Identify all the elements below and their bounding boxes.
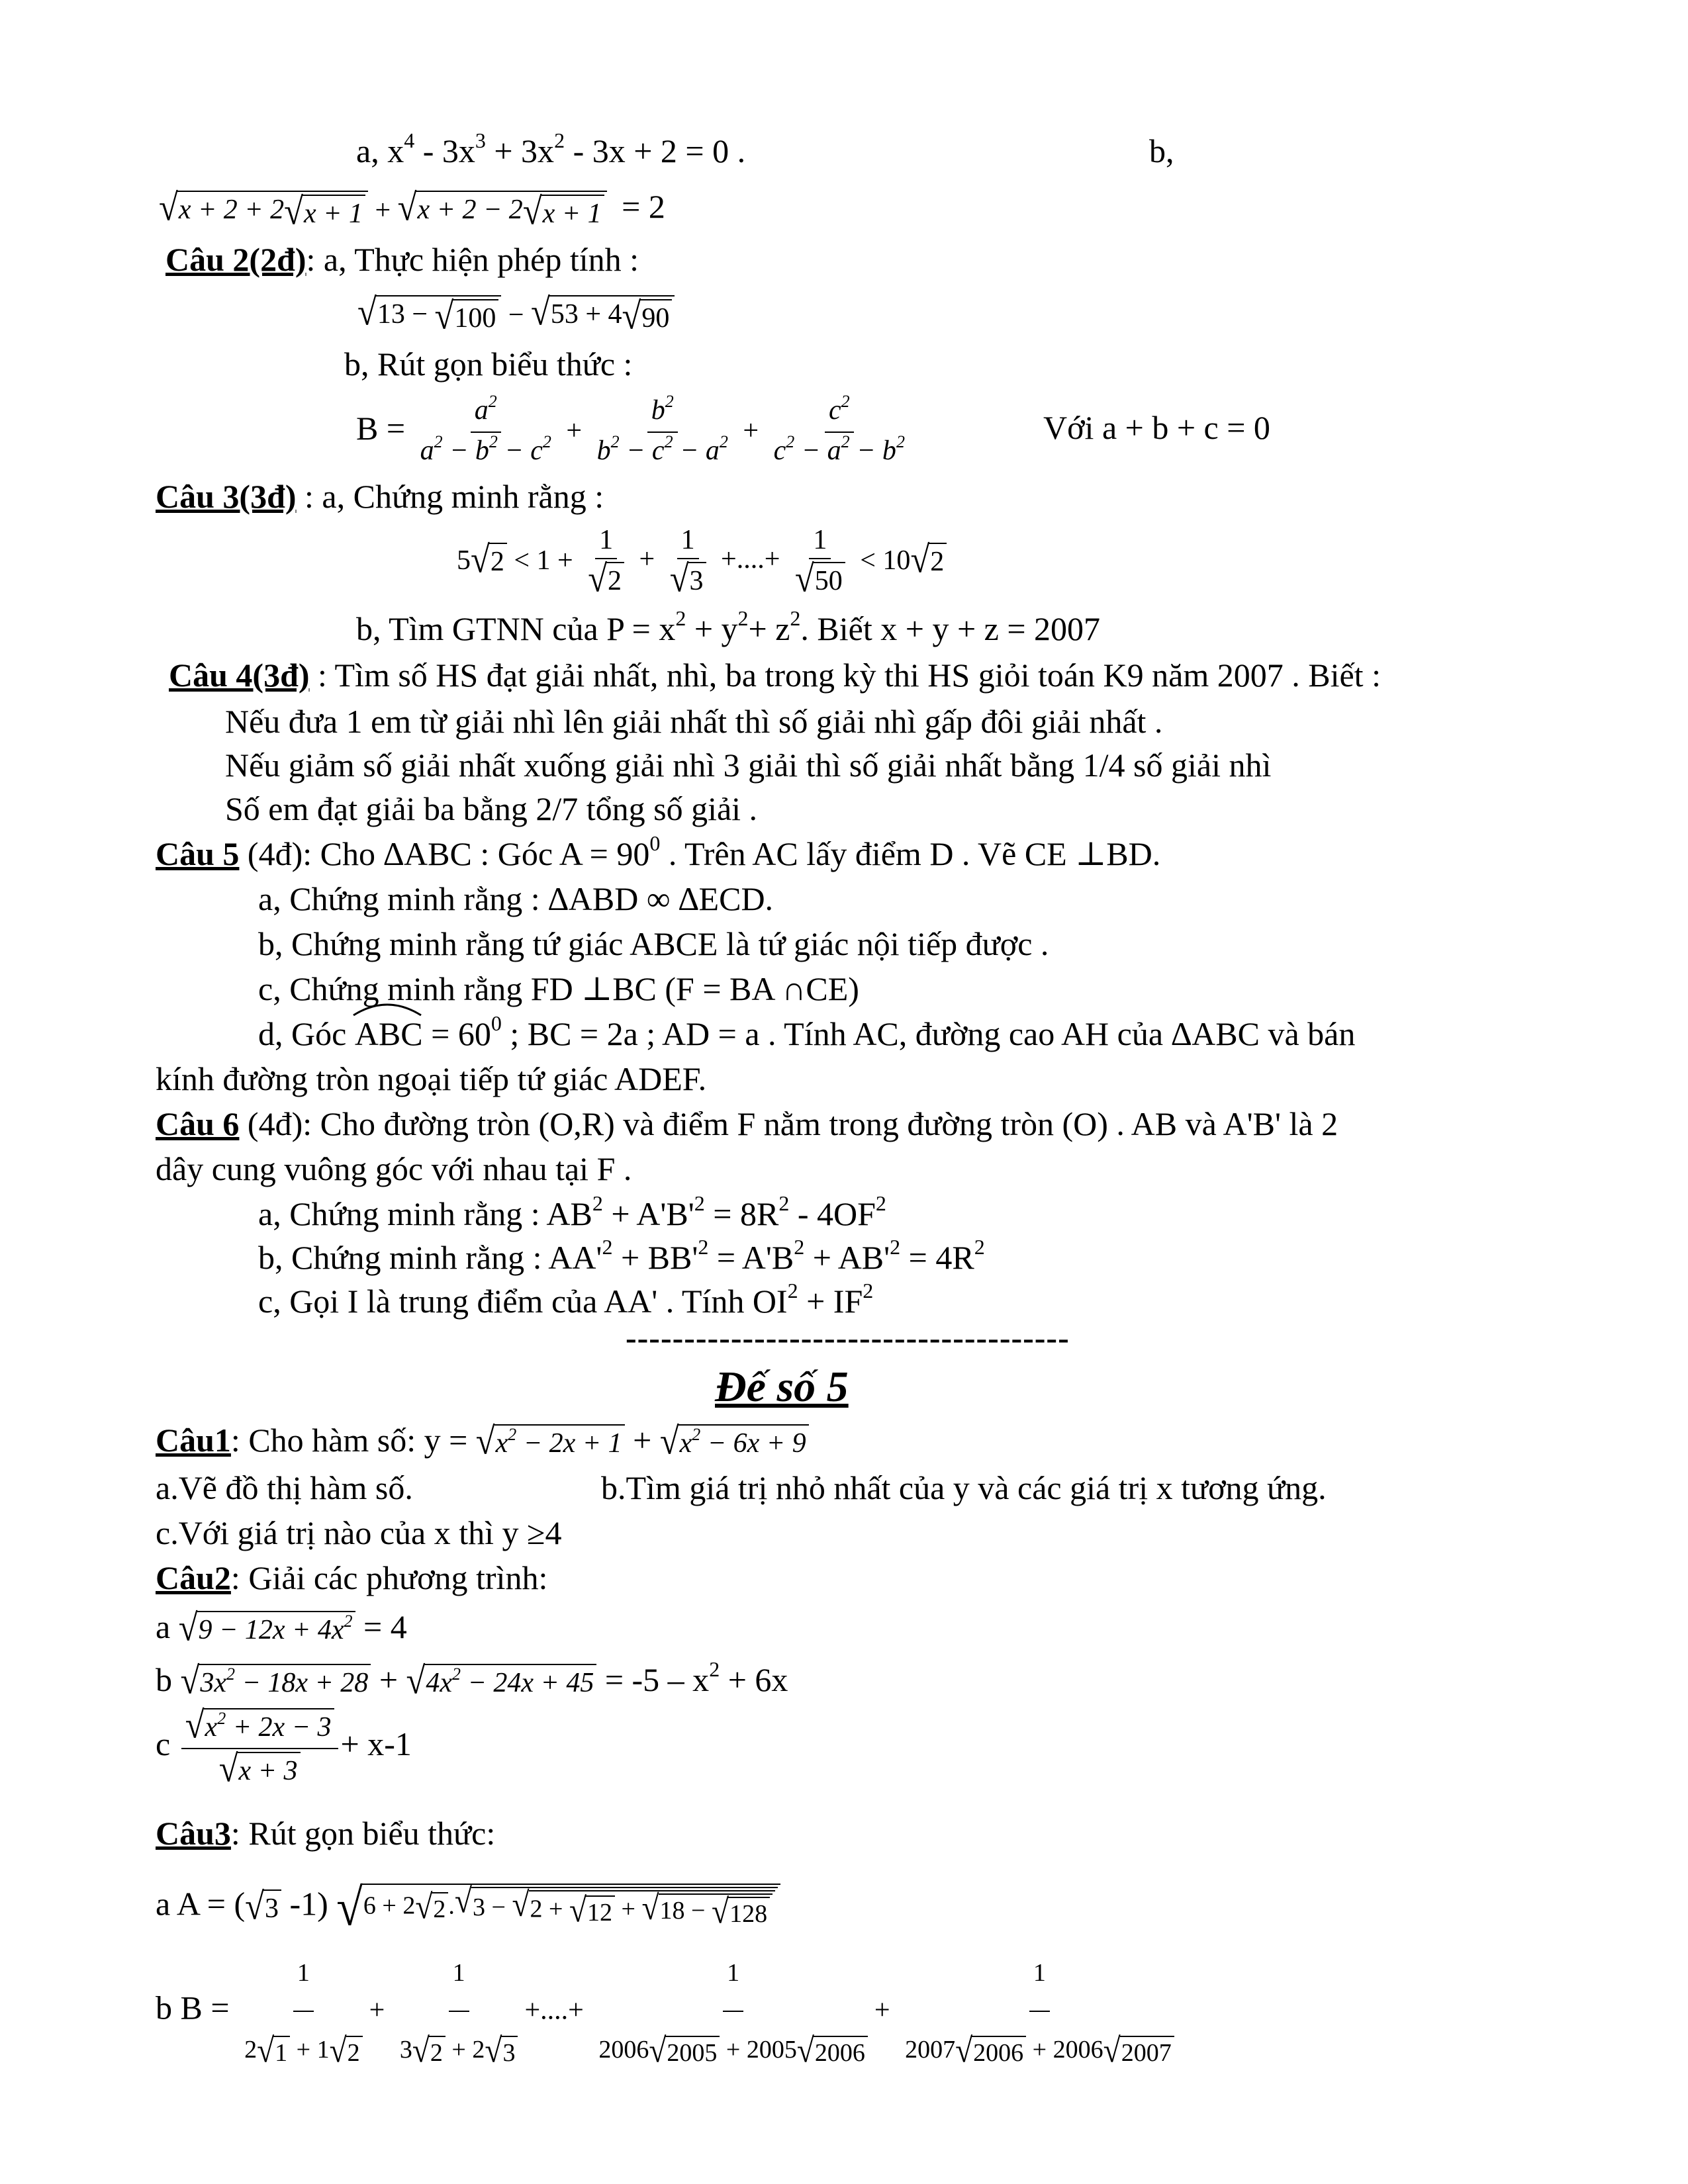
q6-a (258, 1191, 886, 1238)
q2-b (344, 344, 632, 384)
section-title: Đế số 5 (715, 1363, 849, 1411)
c1: Câu1: Cho hàm số: y = √ $x^2 - 2x + 1$ + √ $x^2 - 6x + 9$ (156, 1420, 809, 1463)
q3-inequality: 5 √ 2 < 1 + 1 √ 2 + 1 √ 3 +....+ 1 √ 50 < 10 √ 2 (457, 520, 947, 597)
question-label: Câu 6 (156, 1105, 240, 1142)
q-text: b, Chứng minh rằng : AA' (258, 1239, 602, 1276)
q2-expression: √ 13 − √ 100 − √ 53 + 4 √ 90 (357, 291, 675, 335)
q-text: c.Với giá trị nào của x thì y ≥4 (156, 1514, 562, 1551)
exp: 2 (592, 1191, 603, 1215)
exp: 2 (554, 128, 565, 152)
q-text: + IF (798, 1283, 863, 1320)
question-label: Câu 3(3đ) (156, 478, 297, 515)
q2-condition (1043, 408, 1270, 447)
q-text: a.Vẽ đồ thị hàm số. (156, 1469, 413, 1506)
q4-line-1 (225, 702, 1162, 741)
q-label: a (156, 1608, 179, 1645)
angle-label: ABC (354, 1015, 423, 1052)
question-4 (169, 655, 1381, 695)
eq-part: b B = (156, 1989, 238, 2026)
question-text: : Cho hàm số: y = (230, 1422, 468, 1459)
exp: 0 (649, 831, 661, 855)
q-text: d, Góc (258, 1015, 355, 1052)
q5-d (258, 1011, 1356, 1058)
question-text: : a, Thực hiện phép tính : (306, 241, 639, 278)
eq-part: - 3x + 2 = 0 . (565, 132, 746, 169)
q-text: + z (748, 610, 790, 647)
eq-part: = -5 – x (596, 1661, 710, 1698)
condition-text: Với a + b + c = 0 (1043, 409, 1270, 446)
eq-part: = 2 (613, 188, 665, 225)
question-text: : a, Chứng minh rằng : (296, 478, 604, 515)
q-text: b, Chứng minh rằng tứ giác ABCE là tứ giác nội tiếp được . (258, 925, 1049, 962)
question-6 (156, 1104, 1338, 1144)
exp: 3 (475, 128, 486, 152)
q-text: Nếu đưa 1 em từ giải nhì lên giải nhất thì số giải nhì gấp đôi giải nhất . (225, 703, 1163, 740)
section-divider: -------------------------------------- (626, 1319, 1070, 1356)
q-text: . Biết x + y + z = 2007 (800, 610, 1101, 647)
exp: 2 (794, 1235, 805, 1259)
plus: + (371, 1661, 406, 1698)
q-text: = 4R (900, 1239, 974, 1276)
exp: 2 (694, 1191, 705, 1215)
c2-c: c √ $x^2 + 2x - 3$ √ x + 3 + x-1 (156, 1704, 412, 1790)
question-text: : Rút gọn biểu thức: (230, 1815, 496, 1852)
exp: 2 (602, 1235, 613, 1259)
question-2 (165, 240, 639, 279)
question-label: Câu 2(2đ) (165, 241, 306, 278)
q6-b (258, 1235, 985, 1281)
label-b: b, (1149, 132, 1174, 169)
sqrt-expression: √ x + 2 + 2 √ x + 1 + √ x + 2 − 2 √ x + 1 (159, 191, 607, 230)
question-label: Câu 5 (156, 835, 240, 872)
exp: 2 (698, 1235, 709, 1259)
eq-part: - 3x (414, 132, 475, 169)
exp: 2 (778, 1191, 790, 1215)
question-5 (156, 831, 1161, 878)
q-text: ; BC = 2a ; AD = a . Tính AC, đường cao AH của ∆ABC và bán (501, 1015, 1356, 1052)
exp: 2 (890, 1235, 901, 1259)
q-label: c (156, 1725, 179, 1762)
exp: 2 (787, 1279, 798, 1302)
q6-cont (156, 1149, 632, 1189)
eq-part: B = (356, 410, 414, 447)
q-text: Số em đạt giải ba bằng 2/7 tổng số giải . (225, 790, 758, 827)
eq-part: -1) (281, 1885, 328, 1923)
c2-a: a √ $9 - 12x + 4x^2$ = 4 (156, 1607, 407, 1649)
q5-c (258, 969, 859, 1009)
q5-a (258, 879, 773, 919)
question-label: Câu2 (156, 1559, 231, 1596)
q2-B-expression: B = $\frac{a^2}{a^2 - b^2 - c^2}$ + $\frac{b^2}{b^2 - c^2 - a^2}$ + $\frac{c^2}{c^2 - a^2 - b^2}$ (356, 391, 905, 466)
exp: 2 (863, 1279, 874, 1302)
question-label: Câu 4(3đ) (169, 657, 310, 694)
c3-b: b B = 1 2 √ 1 + 1 √ 2 + 1 3 √ 2 + 2 √ 3 +....+ 1 2006 √ 2005 + 2005 √ 2006 + 1 2007 √ 2006 + 2006 √ 2007 (156, 1936, 1181, 2086)
q-text: a, Chứng minh rằng : AB (258, 1195, 592, 1232)
exp: 2 (875, 1191, 886, 1215)
c3-a: a A = ( √ 3 -1) √ 6 + 2 √ 2 . √ 3 − √ 2 + √ 12 + √ 18 − √ 128 (156, 1884, 780, 1931)
question-text: b, Rút gọn biểu thức : (344, 345, 633, 383)
q5-b (258, 924, 1049, 964)
exp: 2 (974, 1235, 985, 1259)
q-text: = 60 (422, 1015, 491, 1052)
c2 (156, 1558, 547, 1598)
exp: 4 (404, 128, 415, 152)
q-text: + A'B' (602, 1195, 694, 1232)
exp: 2 (709, 1657, 720, 1681)
q3-b (356, 606, 1101, 653)
question-3 (156, 477, 604, 516)
c1-c (156, 1513, 561, 1553)
q-text: - 4OF (789, 1195, 876, 1232)
exp: 0 (491, 1011, 502, 1035)
question-text: (4đ): Cho đường tròn (O,R) và điểm F nằm trong đường tròn (O) . AB và A'B' là 2 (239, 1105, 1338, 1142)
q-text: dây cung vuông góc với nhau tại F . (156, 1150, 632, 1187)
question-label: Câu1 (156, 1422, 231, 1459)
eq-part: a A = ( (156, 1885, 246, 1923)
q-text: = A'B (708, 1239, 794, 1276)
eq-part: + 3x (485, 132, 555, 169)
q5-d-cont (156, 1059, 706, 1099)
problem-line-2 (159, 186, 665, 233)
eq-part: + x-1 (340, 1725, 412, 1762)
q4-line-2 (225, 745, 1271, 785)
c3 (156, 1813, 495, 1853)
exp: 2 (737, 606, 749, 630)
angle-hat (355, 1014, 423, 1054)
exp: 2 (790, 606, 801, 630)
exp: 2 (675, 606, 686, 630)
q-text: + BB' (612, 1239, 698, 1276)
q-text: + y (686, 610, 738, 647)
problem-line-1b (1149, 131, 1174, 171)
plus: + (624, 1422, 660, 1459)
c1-b (601, 1468, 1327, 1508)
question-text: (4đ): Cho ∆ABC : Góc A = 90 (239, 835, 650, 872)
q-text: Nếu giảm số giải nhất xuống giải nhì 3 giải thì số giải nhất bằng 1/4 số giải nhì (225, 747, 1272, 784)
problem-line-1a (356, 128, 746, 175)
question-text: : Giải các phương trình: (230, 1559, 548, 1596)
q-label: b (156, 1661, 181, 1698)
q-text: b, Tìm GTNN của P = x (356, 610, 676, 647)
question-text: : Tìm số HS đạt giải nhất, nhì, ba trong kỳ thi HS giỏi toán K9 năm 2007 . Biết : (309, 657, 1381, 694)
eq-part: + 6x (720, 1661, 788, 1698)
q-text: c, Gọi I là trung điểm của AA' . Tính OI (258, 1283, 788, 1320)
q-text: c, Chứng minh rằng FD ⊥BC (F = BA ∩CE) (258, 970, 859, 1007)
c2-b: b √ $3x^2 - 18x + 28$ + √ $4x^2 - 24x + 45$ = $-5 - x^2 + 6x$ (156, 1657, 788, 1702)
q-text: a, Chứng minh rằng : ∆ABD ∞ ∆ECD. (258, 880, 774, 917)
q-text: = 8R (704, 1195, 779, 1232)
eq-part: a, x (356, 132, 404, 169)
c1-a (156, 1468, 413, 1508)
q-text: b.Tìm giá trị nhỏ nhất của y và các giá trị x tương ứng. (601, 1469, 1327, 1506)
q-text: kính đường tròn ngoại tiếp tứ giác ADEF. (156, 1060, 707, 1097)
question-text: . Trên AC lấy điểm D . Vẽ CE ⊥BD. (660, 835, 1161, 872)
eq-part: = 4 (355, 1608, 407, 1645)
q4-line-3 (225, 789, 757, 829)
plus: + (874, 1995, 890, 2026)
q-text: + AB' (804, 1239, 890, 1276)
question-label: Câu3 (156, 1815, 231, 1852)
dots: +....+ (524, 1995, 584, 2026)
plus: + (369, 1995, 385, 2026)
